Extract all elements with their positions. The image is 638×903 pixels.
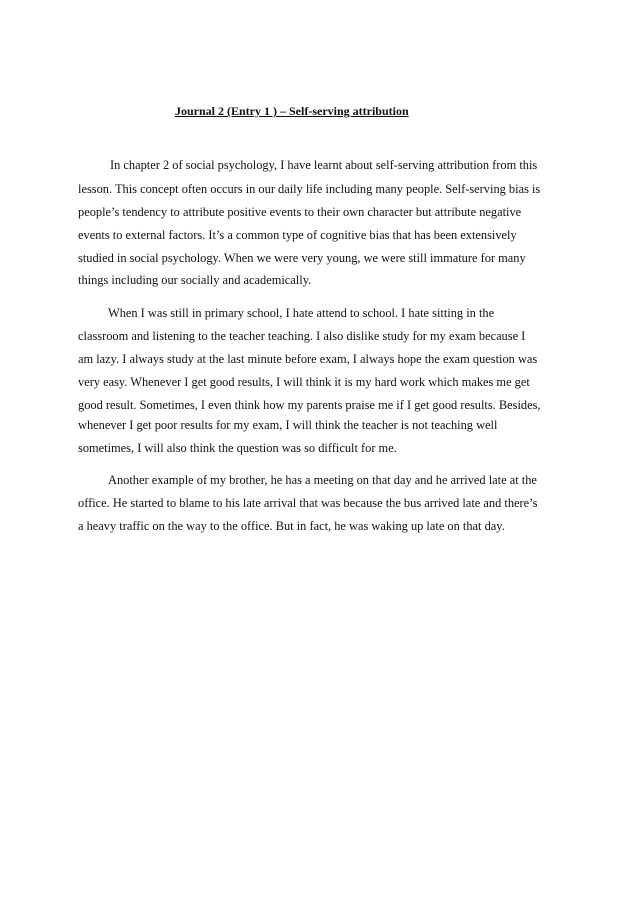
paragraph-2-line-2: classroom and listening to the teacher teaching. I also dislike study for my exam because I <box>78 329 526 343</box>
paragraph-3-line-3: a heavy traffic on the way to the office. But in fact, he was waking up late on that day. <box>78 519 505 533</box>
paragraph-1-line-1: In chapter 2 of social psychology, I have learnt about self-serving attribution from this <box>110 158 538 172</box>
paragraph-2-line-1: When I was still in primary school, I hate attend to school. I hate sitting in the <box>108 306 495 320</box>
paragraph-2-line-4: very easy. Whenever I get good results, I will think it is my hard work which makes me get <box>78 375 530 389</box>
paragraph-1-line-4: events to external factors. It’s a common type of cognitive bias that has been extensively <box>78 228 517 242</box>
paragraph-1-line-2: lesson. This concept often occurs in our daily life including many people. Self-serving bias is <box>78 182 541 196</box>
paragraph-2-line-3: am lazy. I always study at the last minute before exam, I always hope the exam question was <box>78 352 538 366</box>
document-title: Journal 2 (Entry 1 ) – Self-serving attribution <box>175 104 409 118</box>
paragraph-2-line-7: sometimes, I will also think the question was so difficult for me. <box>78 441 397 455</box>
paragraph-3-line-1: Another example of my brother, he has a meeting on that day and he arrived late at the <box>108 473 537 487</box>
paragraph-3-line-2: office. He started to blame to his late arrival that was because the bus arrived late and there’s <box>78 496 538 510</box>
paragraph-1-line-6: things including our socially and academically. <box>78 273 312 287</box>
paragraph-1-line-3: people’s tendency to attribute positive events to their own character but attribute negative <box>78 205 522 219</box>
paragraph-2-line-6: whenever I get poor results for my exam, I will think the teacher is not teaching well <box>78 418 498 432</box>
paragraph-2-line-5: good result. Sometimes, I even think how my parents praise me if I get good results. Besides, <box>78 398 541 412</box>
paragraph-1-line-5: studied in social psychology. When we were very young, we were still immature for many <box>78 251 526 265</box>
